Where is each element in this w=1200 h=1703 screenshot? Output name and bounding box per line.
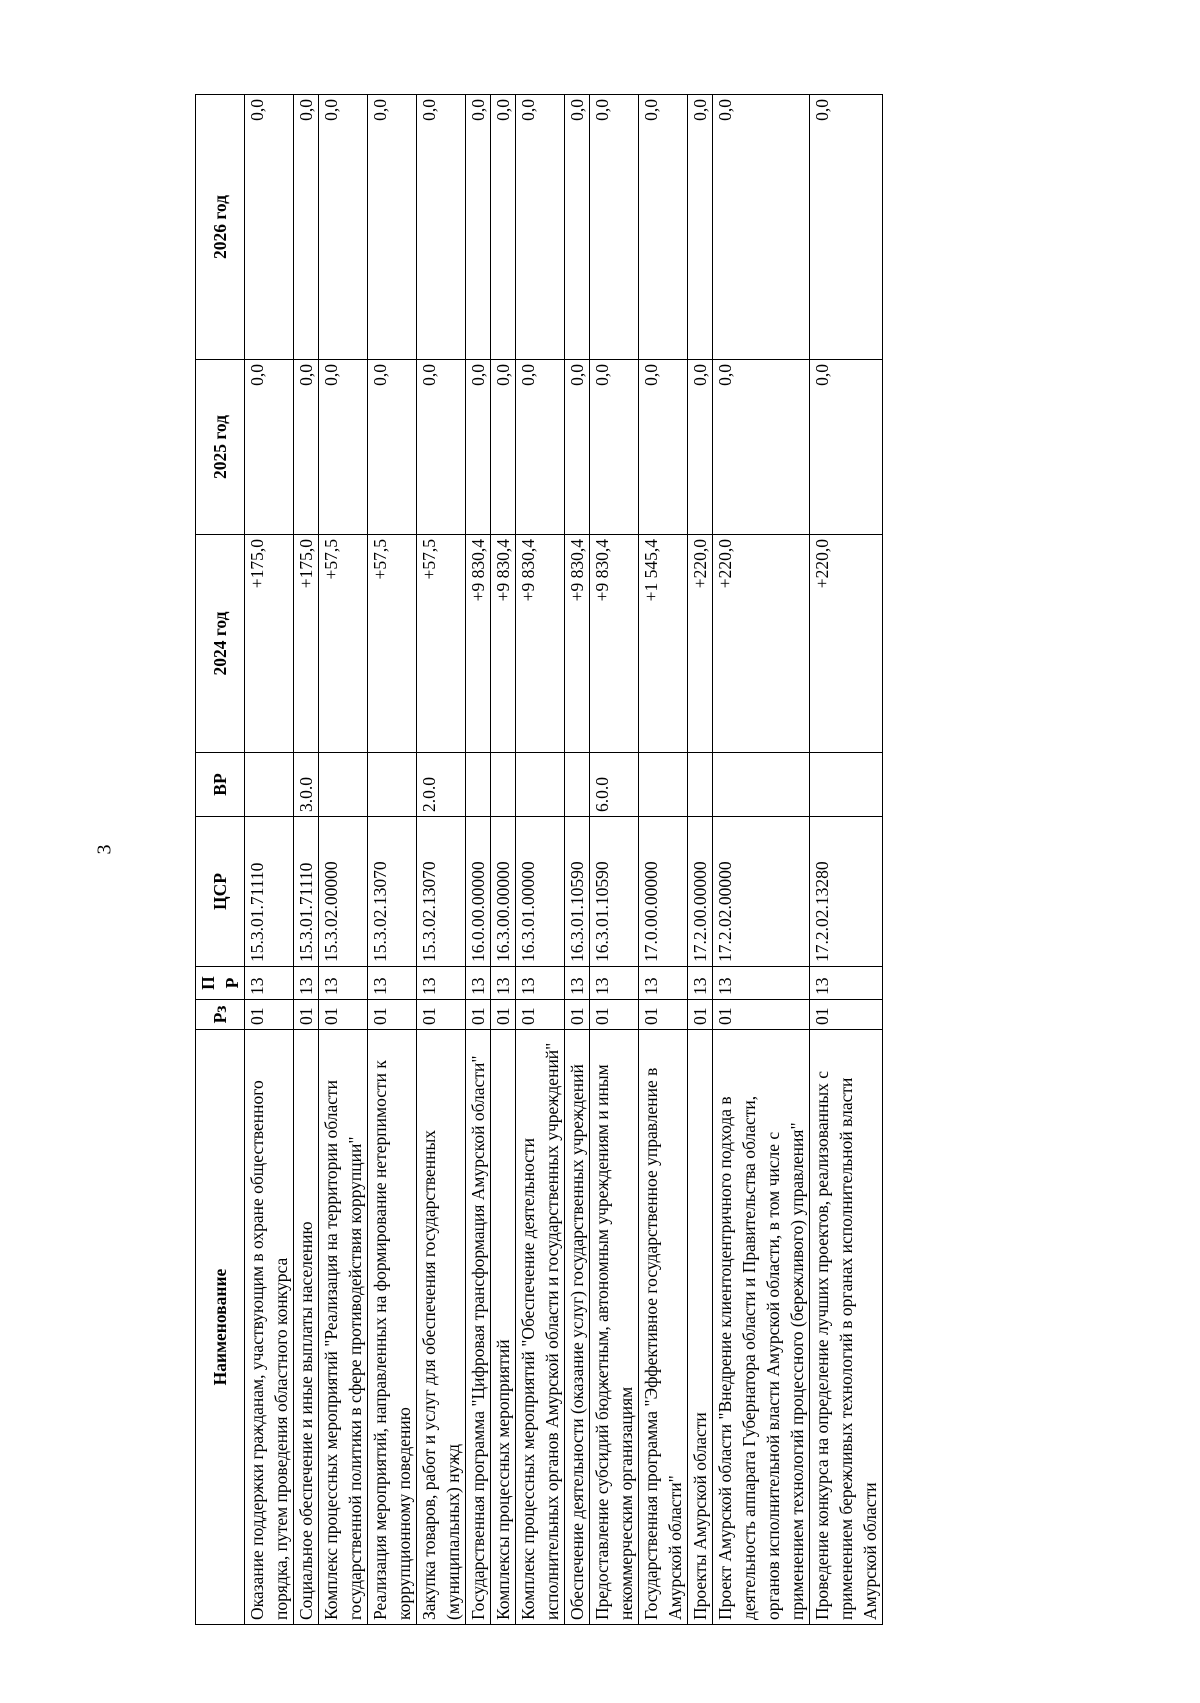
- cell-rz: 01: [565, 1000, 590, 1030]
- cell-rz: 01: [417, 1000, 466, 1030]
- cell-rz: 01: [491, 1000, 516, 1030]
- page-number: 3: [93, 844, 116, 855]
- header-2024: 2024 год: [196, 535, 245, 753]
- cell-csr: 16.3.01.10590: [590, 817, 639, 967]
- table-row: [810, 95, 883, 1625]
- cell-name: Комплексы процессных мероприятий: [491, 1030, 516, 1625]
- cell-2025: 0,0: [368, 360, 417, 535]
- table-header-row: [196, 95, 245, 1625]
- cell-2026: 0,0: [491, 95, 516, 360]
- cell-2024: +9 830,4: [466, 535, 491, 753]
- cell-2024: +175,0: [245, 535, 294, 753]
- cell-pr: 13: [810, 967, 883, 1000]
- cell-2025: 0,0: [417, 360, 466, 535]
- table-row: [516, 95, 565, 1625]
- cell-2024: +220,0: [688, 535, 713, 753]
- cell-2024: +9 830,4: [491, 535, 516, 753]
- cell-2026: 0,0: [245, 95, 294, 360]
- cell-2024: +9 830,4: [565, 535, 590, 753]
- table-row: [491, 95, 516, 1625]
- cell-2025: 0,0: [810, 360, 883, 535]
- cell-2025: 0,0: [516, 360, 565, 535]
- cell-vr: 6.0.0: [590, 753, 639, 817]
- cell-pr: 13: [590, 967, 639, 1000]
- cell-csr: 17.2.00.00000: [688, 817, 713, 967]
- cell-2025: 0,0: [294, 360, 319, 535]
- cell-2024: +220,0: [713, 535, 810, 753]
- cell-2024: +175,0: [294, 535, 319, 753]
- cell-2025: 0,0: [688, 360, 713, 535]
- cell-csr: 16.0.00.00000: [466, 817, 491, 967]
- cell-pr: 13: [491, 967, 516, 1000]
- cell-2025: 0,0: [319, 360, 368, 535]
- table-row: [466, 95, 491, 1625]
- cell-pr: 13: [688, 967, 713, 1000]
- header-2025: 2025 год: [196, 360, 245, 535]
- cell-2024: +57,5: [319, 535, 368, 753]
- cell-pr: 13: [294, 967, 319, 1000]
- header-vr: ВР: [196, 753, 245, 817]
- cell-name: Предоставление субсидий бюджетным, автономным учреждениям и иным некоммерческим организациям: [590, 1030, 639, 1625]
- cell-2026: 0,0: [639, 95, 688, 360]
- cell-name: Реализация мероприятий, направленных на формирование нетерпимости к коррупционному поведению: [368, 1030, 417, 1625]
- cell-csr: 17.2.02.00000: [713, 817, 810, 967]
- table-row: [565, 95, 590, 1625]
- cell-pr: 13: [245, 967, 294, 1000]
- cell-name: Государственная программа "Цифровая трансформация Амурской области": [466, 1030, 491, 1625]
- table-row: [713, 95, 810, 1625]
- table-row: [590, 95, 639, 1625]
- table-row: [688, 95, 713, 1625]
- cell-pr: 13: [417, 967, 466, 1000]
- header-pr: ПР: [196, 967, 245, 1000]
- cell-2026: 0,0: [590, 95, 639, 360]
- cell-2026: 0,0: [688, 95, 713, 360]
- cell-vr: [713, 753, 810, 817]
- cell-rz: 01: [319, 1000, 368, 1030]
- cell-2025: 0,0: [245, 360, 294, 535]
- cell-vr: [368, 753, 417, 817]
- cell-2026: 0,0: [713, 95, 810, 360]
- cell-name: Проекты Амурской области: [688, 1030, 713, 1625]
- cell-name: Обеспечение деятельности (оказание услуг) государственных учреждений: [565, 1030, 590, 1625]
- cell-pr: 13: [466, 967, 491, 1000]
- cell-rz: 01: [713, 1000, 810, 1030]
- cell-vr: [466, 753, 491, 817]
- header-name: Наименование: [196, 1030, 245, 1625]
- cell-2024: +220,0: [810, 535, 883, 753]
- header-rz: Рз: [196, 1000, 245, 1030]
- cell-name: Проведение конкурса на определение лучших проектов, реализованных с применением бережливых технологий в органах исполнительной власти Амурской области: [810, 1030, 883, 1625]
- cell-name: Комплекс процессных мероприятий "Реализация на территории области государственной политики в сфере противодействия коррупции": [319, 1030, 368, 1625]
- cell-csr: 16.3.01.10590: [565, 817, 590, 967]
- cell-2026: 0,0: [368, 95, 417, 360]
- table-row: [294, 95, 319, 1625]
- cell-2025: 0,0: [590, 360, 639, 535]
- cell-vr: [491, 753, 516, 817]
- cell-csr: 17.2.02.13280: [810, 817, 883, 967]
- cell-2026: 0,0: [466, 95, 491, 360]
- table-row: [368, 95, 417, 1625]
- cell-csr: 15.3.02.00000: [319, 817, 368, 967]
- cell-rz: 01: [688, 1000, 713, 1030]
- cell-2025: 0,0: [491, 360, 516, 535]
- cell-2024: +9 830,4: [516, 535, 565, 753]
- cell-csr: 15.3.02.13070: [417, 817, 466, 967]
- cell-name: Государственная программа "Эффективное государственное управление в Амурской области": [639, 1030, 688, 1625]
- cell-vr: [639, 753, 688, 817]
- cell-rz: 01: [810, 1000, 883, 1030]
- cell-2025: 0,0: [639, 360, 688, 535]
- budget-table: [195, 94, 883, 1625]
- cell-name: Комплекс процессных мероприятий "Обеспечение деятельности исполнительных органов Амурской области и государственных учреждений": [516, 1030, 565, 1625]
- cell-2026: 0,0: [319, 95, 368, 360]
- cell-vr: [319, 753, 368, 817]
- cell-vr: 2.0.0: [417, 753, 466, 817]
- cell-rz: 01: [368, 1000, 417, 1030]
- cell-pr: 13: [565, 967, 590, 1000]
- cell-vr: [810, 753, 883, 817]
- cell-csr: 17.0.00.00000: [639, 817, 688, 967]
- header-2026: 2026 год: [196, 95, 245, 360]
- cell-pr: 13: [319, 967, 368, 1000]
- cell-2026: 0,0: [810, 95, 883, 360]
- cell-pr: 13: [368, 967, 417, 1000]
- table-row: [417, 95, 466, 1625]
- cell-csr: 15.3.02.13070: [368, 817, 417, 967]
- cell-name: Оказание поддержки гражданам, участвующим в охране общественного порядка, путем проведения областного конкурса: [245, 1030, 294, 1625]
- cell-rz: 01: [639, 1000, 688, 1030]
- cell-rz: 01: [590, 1000, 639, 1030]
- cell-2026: 0,0: [417, 95, 466, 360]
- table-row: [319, 95, 368, 1625]
- rotated-table-wrapper: [195, 95, 883, 1625]
- cell-csr: 15.3.01.71110: [245, 817, 294, 967]
- cell-vr: [516, 753, 565, 817]
- cell-csr: 15.3.01.71110: [294, 817, 319, 967]
- cell-pr: 13: [639, 967, 688, 1000]
- cell-2026: 0,0: [516, 95, 565, 360]
- cell-2024: +1 545,4: [639, 535, 688, 753]
- cell-vr: [245, 753, 294, 817]
- cell-2025: 0,0: [713, 360, 810, 535]
- cell-rz: 01: [516, 1000, 565, 1030]
- cell-rz: 01: [466, 1000, 491, 1030]
- cell-name: Проект Амурской области "Внедрение клиентоцентричного подхода в деятельность аппарата Губернатора области и Правительства области, органов исполнительной власти Амурской области, в том числе с применением технологий процессного (бережливого) управления": [713, 1030, 810, 1625]
- cell-2024: +9 830,4: [590, 535, 639, 753]
- cell-vr: 3.0.0: [294, 753, 319, 817]
- table-row: [639, 95, 688, 1625]
- cell-vr: [565, 753, 590, 817]
- cell-name: Социальное обеспечение и иные выплаты населению: [294, 1030, 319, 1625]
- cell-2026: 0,0: [294, 95, 319, 360]
- cell-rz: 01: [294, 1000, 319, 1030]
- cell-2025: 0,0: [466, 360, 491, 535]
- cell-2025: 0,0: [565, 360, 590, 535]
- cell-csr: 16.3.01.00000: [516, 817, 565, 967]
- cell-csr: 16.3.00.00000: [491, 817, 516, 967]
- cell-2024: +57,5: [368, 535, 417, 753]
- cell-vr: [688, 753, 713, 817]
- cell-pr: 13: [516, 967, 565, 1000]
- cell-rz: 01: [245, 1000, 294, 1030]
- cell-2024: +57,5: [417, 535, 466, 753]
- cell-pr: 13: [713, 967, 810, 1000]
- cell-2026: 0,0: [565, 95, 590, 360]
- header-csr: ЦСР: [196, 817, 245, 967]
- table-row: [245, 95, 294, 1625]
- cell-name: Закупка товаров, работ и услуг для обеспечения государственных (муниципальных) нужд: [417, 1030, 466, 1625]
